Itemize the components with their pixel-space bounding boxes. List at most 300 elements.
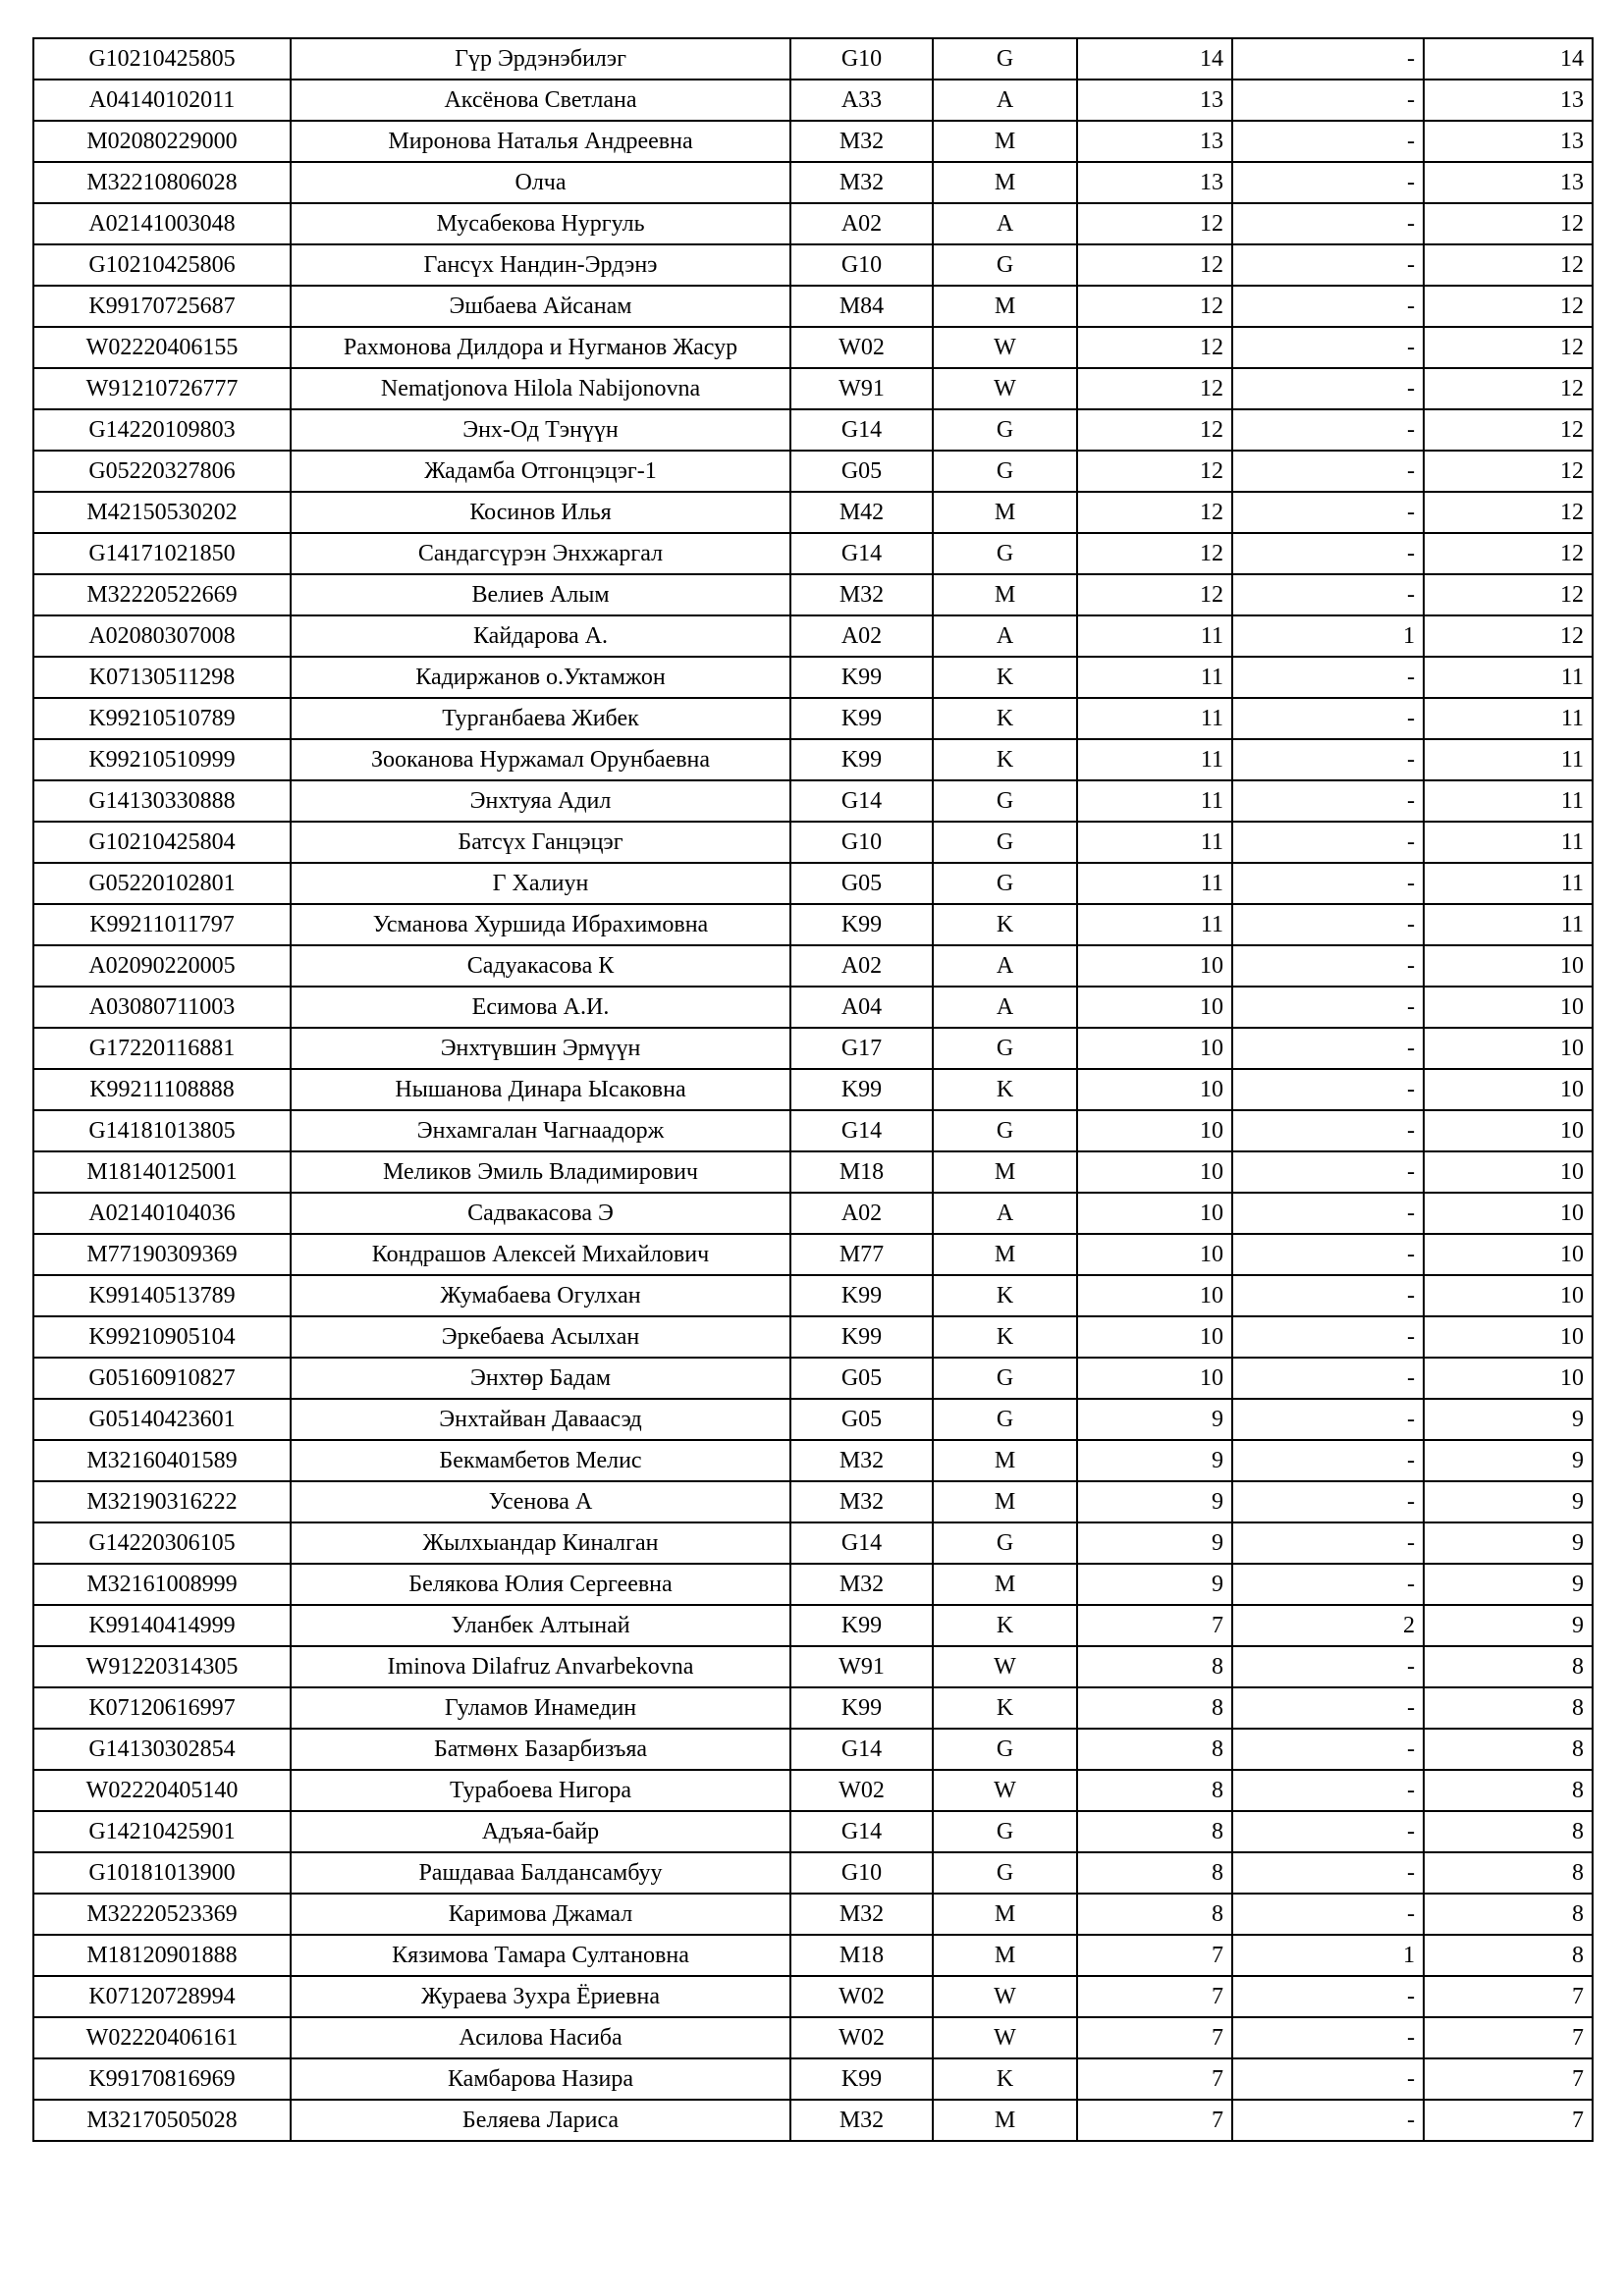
table-row bbox=[33, 657, 1593, 698]
category-letter-cell: A bbox=[933, 203, 1077, 244]
group-code-cell: A04 bbox=[790, 987, 933, 1028]
total-cell: 8 bbox=[1424, 1894, 1593, 1935]
registration-id-cell: W91220314305 bbox=[33, 1646, 291, 1687]
group-code-cell: G05 bbox=[790, 451, 933, 492]
category-letter-cell: G bbox=[933, 533, 1077, 574]
bonus-cell: - bbox=[1232, 1687, 1424, 1729]
score-cell: 8 bbox=[1077, 1646, 1232, 1687]
bonus-cell: - bbox=[1232, 1852, 1424, 1894]
registration-id-cell: G10210425805 bbox=[33, 38, 291, 80]
score-cell: 10 bbox=[1077, 1275, 1232, 1316]
group-code-cell: M32 bbox=[790, 1894, 933, 1935]
score-cell: 12 bbox=[1077, 492, 1232, 533]
group-code-cell: G10 bbox=[790, 1852, 933, 1894]
score-cell: 10 bbox=[1077, 1358, 1232, 1399]
category-letter-cell: G bbox=[933, 1399, 1077, 1440]
group-code-cell: K99 bbox=[790, 657, 933, 698]
category-letter-cell: K bbox=[933, 1605, 1077, 1646]
category-letter-cell: K bbox=[933, 698, 1077, 739]
total-cell: 8 bbox=[1424, 1852, 1593, 1894]
category-letter-cell: M bbox=[933, 1564, 1077, 1605]
registration-id-cell: A02140104036 bbox=[33, 1193, 291, 1234]
table-row bbox=[33, 286, 1593, 327]
score-cell: 12 bbox=[1077, 533, 1232, 574]
total-cell: 8 bbox=[1424, 1687, 1593, 1729]
bonus-cell: - bbox=[1232, 286, 1424, 327]
participant-name-cell: Энхтүвшин Эрмүүн bbox=[291, 1028, 790, 1069]
category-letter-cell: G bbox=[933, 1358, 1077, 1399]
category-letter-cell: A bbox=[933, 615, 1077, 657]
registration-id-cell: A02141003048 bbox=[33, 203, 291, 244]
table-row bbox=[33, 2017, 1593, 2058]
registration-id-cell: G14171021850 bbox=[33, 533, 291, 574]
score-cell: 10 bbox=[1077, 1110, 1232, 1151]
total-cell: 12 bbox=[1424, 327, 1593, 368]
participant-name-cell: Садуакасова К bbox=[291, 945, 790, 987]
participant-name-cell: Г Халиун bbox=[291, 863, 790, 904]
table-row bbox=[33, 574, 1593, 615]
score-cell: 12 bbox=[1077, 244, 1232, 286]
score-cell: 8 bbox=[1077, 1687, 1232, 1729]
participant-name-cell: Каримова Джамал bbox=[291, 1894, 790, 1935]
group-code-cell: A02 bbox=[790, 615, 933, 657]
bonus-cell: - bbox=[1232, 38, 1424, 80]
table-row bbox=[33, 2058, 1593, 2100]
group-code-cell: M42 bbox=[790, 492, 933, 533]
category-letter-cell: W bbox=[933, 2017, 1077, 2058]
score-cell: 9 bbox=[1077, 1440, 1232, 1481]
category-letter-cell: G bbox=[933, 822, 1077, 863]
group-code-cell: M18 bbox=[790, 1151, 933, 1193]
group-code-cell: G14 bbox=[790, 1729, 933, 1770]
score-cell: 7 bbox=[1077, 1935, 1232, 1976]
bonus-cell: 2 bbox=[1232, 1605, 1424, 1646]
category-letter-cell: M bbox=[933, 1234, 1077, 1275]
category-letter-cell: M bbox=[933, 1481, 1077, 1522]
category-letter-cell: G bbox=[933, 1110, 1077, 1151]
bonus-cell: - bbox=[1232, 574, 1424, 615]
table-row bbox=[33, 1316, 1593, 1358]
bonus-cell: - bbox=[1232, 1481, 1424, 1522]
participant-name-cell: Нышанова Динара Ысаковна bbox=[291, 1069, 790, 1110]
score-cell: 11 bbox=[1077, 863, 1232, 904]
table-row bbox=[33, 368, 1593, 409]
participant-name-cell: Турабоева Нигора bbox=[291, 1770, 790, 1811]
category-letter-cell: A bbox=[933, 945, 1077, 987]
score-cell: 9 bbox=[1077, 1399, 1232, 1440]
participant-name-cell: Аксёнова Светлана bbox=[291, 80, 790, 121]
participant-name-cell: Энхтайван Даваасэд bbox=[291, 1399, 790, 1440]
bonus-cell: - bbox=[1232, 327, 1424, 368]
participant-name-cell: Садвакасова Э bbox=[291, 1193, 790, 1234]
score-cell: 11 bbox=[1077, 904, 1232, 945]
score-cell: 10 bbox=[1077, 1234, 1232, 1275]
participant-name-cell: Сандагсүрэн Энхжаргал bbox=[291, 533, 790, 574]
category-letter-cell: G bbox=[933, 244, 1077, 286]
score-cell: 11 bbox=[1077, 780, 1232, 822]
participant-name-cell: Зооканова Нуржамал Орунбаевна bbox=[291, 739, 790, 780]
registration-id-cell: K07130511298 bbox=[33, 657, 291, 698]
total-cell: 10 bbox=[1424, 1110, 1593, 1151]
registration-id-cell: K99170816969 bbox=[33, 2058, 291, 2100]
total-cell: 11 bbox=[1424, 698, 1593, 739]
registration-id-cell: M32190316222 bbox=[33, 1481, 291, 1522]
category-letter-cell: M bbox=[933, 2100, 1077, 2141]
registration-id-cell: A02090220005 bbox=[33, 945, 291, 987]
registration-id-cell: A04140102011 bbox=[33, 80, 291, 121]
bonus-cell: - bbox=[1232, 1399, 1424, 1440]
total-cell: 11 bbox=[1424, 904, 1593, 945]
participant-name-cell: Кязимова Тамара Султановна bbox=[291, 1935, 790, 1976]
total-cell: 10 bbox=[1424, 1069, 1593, 1110]
score-cell: 10 bbox=[1077, 1069, 1232, 1110]
category-letter-cell: K bbox=[933, 1687, 1077, 1729]
total-cell: 8 bbox=[1424, 1770, 1593, 1811]
score-cell: 10 bbox=[1077, 1028, 1232, 1069]
registration-id-cell: M32160401589 bbox=[33, 1440, 291, 1481]
participant-name-cell: Косинов Илья bbox=[291, 492, 790, 533]
group-code-cell: G14 bbox=[790, 1522, 933, 1564]
group-code-cell: M32 bbox=[790, 162, 933, 203]
score-cell: 11 bbox=[1077, 822, 1232, 863]
table-row bbox=[33, 1275, 1593, 1316]
registration-id-cell: K99211011797 bbox=[33, 904, 291, 945]
participant-name-cell: Рахмонова Дилдора и Нугманов Жасур bbox=[291, 327, 790, 368]
participant-name-cell: Адъяа-байр bbox=[291, 1811, 790, 1852]
bonus-cell: - bbox=[1232, 945, 1424, 987]
bonus-cell: - bbox=[1232, 1316, 1424, 1358]
category-letter-cell: W bbox=[933, 368, 1077, 409]
participant-name-cell: Кадиржанов о.Уктамжон bbox=[291, 657, 790, 698]
category-letter-cell: G bbox=[933, 863, 1077, 904]
table-row bbox=[33, 1729, 1593, 1770]
registration-id-cell: K99211108888 bbox=[33, 1069, 291, 1110]
bonus-cell: - bbox=[1232, 121, 1424, 162]
score-cell: 12 bbox=[1077, 451, 1232, 492]
registration-id-cell: M32210806028 bbox=[33, 162, 291, 203]
score-cell: 12 bbox=[1077, 368, 1232, 409]
participant-name-cell: Беляева Лариса bbox=[291, 2100, 790, 2141]
category-letter-cell: K bbox=[933, 1316, 1077, 1358]
category-letter-cell: M bbox=[933, 286, 1077, 327]
participant-name-cell: Мусабекова Нургуль bbox=[291, 203, 790, 244]
table-row bbox=[33, 739, 1593, 780]
category-letter-cell: K bbox=[933, 2058, 1077, 2100]
participant-name-cell: Кайдарова А. bbox=[291, 615, 790, 657]
bonus-cell: - bbox=[1232, 1069, 1424, 1110]
table-row bbox=[33, 1440, 1593, 1481]
category-letter-cell: G bbox=[933, 1028, 1077, 1069]
registration-id-cell: W02220406161 bbox=[33, 2017, 291, 2058]
bonus-cell: - bbox=[1232, 739, 1424, 780]
total-cell: 13 bbox=[1424, 80, 1593, 121]
table-row bbox=[33, 1811, 1593, 1852]
registration-id-cell: K99210510999 bbox=[33, 739, 291, 780]
bonus-cell: - bbox=[1232, 863, 1424, 904]
category-letter-cell: K bbox=[933, 739, 1077, 780]
bonus-cell: - bbox=[1232, 1646, 1424, 1687]
registration-id-cell: K99140414999 bbox=[33, 1605, 291, 1646]
registration-id-cell: G14210425901 bbox=[33, 1811, 291, 1852]
table-row bbox=[33, 1646, 1593, 1687]
table-row bbox=[33, 1399, 1593, 1440]
participant-name-cell: Асилова Насиба bbox=[291, 2017, 790, 2058]
registration-id-cell: M32220523369 bbox=[33, 1894, 291, 1935]
total-cell: 12 bbox=[1424, 368, 1593, 409]
bonus-cell: - bbox=[1232, 244, 1424, 286]
total-cell: 9 bbox=[1424, 1564, 1593, 1605]
bonus-cell: - bbox=[1232, 1811, 1424, 1852]
registration-id-cell: M02080229000 bbox=[33, 121, 291, 162]
table-row bbox=[33, 121, 1593, 162]
participant-name-cell: Уланбек Алтынай bbox=[291, 1605, 790, 1646]
score-cell: 13 bbox=[1077, 162, 1232, 203]
group-code-cell: G14 bbox=[790, 533, 933, 574]
category-letter-cell: K bbox=[933, 657, 1077, 698]
bonus-cell: - bbox=[1232, 451, 1424, 492]
participant-name-cell: Жумабаева Огулхан bbox=[291, 1275, 790, 1316]
bonus-cell: - bbox=[1232, 1275, 1424, 1316]
participant-name-cell: Гуламов Инамедин bbox=[291, 1687, 790, 1729]
registration-id-cell: G14220306105 bbox=[33, 1522, 291, 1564]
participant-name-cell: Жураева Зухра Ёриевна bbox=[291, 1976, 790, 2017]
bonus-cell: - bbox=[1232, 1028, 1424, 1069]
participant-name-cell: Жылхыандар Киналган bbox=[291, 1522, 790, 1564]
registration-id-cell: A02080307008 bbox=[33, 615, 291, 657]
total-cell: 9 bbox=[1424, 1522, 1593, 1564]
table-row bbox=[33, 1564, 1593, 1605]
category-letter-cell: G bbox=[933, 38, 1077, 80]
total-cell: 10 bbox=[1424, 1151, 1593, 1193]
participant-name-cell: Эшбаева Айсанам bbox=[291, 286, 790, 327]
group-code-cell: W02 bbox=[790, 2017, 933, 2058]
participant-name-cell: Энхтуяа Адил bbox=[291, 780, 790, 822]
score-cell: 12 bbox=[1077, 409, 1232, 451]
registration-id-cell: G05160910827 bbox=[33, 1358, 291, 1399]
score-cell: 7 bbox=[1077, 2017, 1232, 2058]
group-code-cell: G14 bbox=[790, 780, 933, 822]
bonus-cell: - bbox=[1232, 2058, 1424, 2100]
group-code-cell: G14 bbox=[790, 1110, 933, 1151]
bonus-cell: - bbox=[1232, 1522, 1424, 1564]
registration-id-cell: K99210510789 bbox=[33, 698, 291, 739]
participant-name-cell: Батсүх Ганцэцэг bbox=[291, 822, 790, 863]
participant-name-cell: Рашдаваа Балдансамбуу bbox=[291, 1852, 790, 1894]
bonus-cell: - bbox=[1232, 822, 1424, 863]
category-letter-cell: G bbox=[933, 1729, 1077, 1770]
total-cell: 10 bbox=[1424, 987, 1593, 1028]
total-cell: 10 bbox=[1424, 1316, 1593, 1358]
group-code-cell: K99 bbox=[790, 904, 933, 945]
registration-id-cell: G10210425806 bbox=[33, 244, 291, 286]
group-code-cell: A02 bbox=[790, 1193, 933, 1234]
score-cell: 8 bbox=[1077, 1811, 1232, 1852]
total-cell: 8 bbox=[1424, 1811, 1593, 1852]
total-cell: 13 bbox=[1424, 162, 1593, 203]
score-cell: 9 bbox=[1077, 1522, 1232, 1564]
table-row bbox=[33, 863, 1593, 904]
table-row bbox=[33, 1234, 1593, 1275]
group-code-cell: G10 bbox=[790, 822, 933, 863]
participant-name-cell: Усманова Хуршида Ибрахимовна bbox=[291, 904, 790, 945]
total-cell: 12 bbox=[1424, 533, 1593, 574]
total-cell: 12 bbox=[1424, 492, 1593, 533]
category-letter-cell: M bbox=[933, 492, 1077, 533]
registration-id-cell: M42150530202 bbox=[33, 492, 291, 533]
score-cell: 8 bbox=[1077, 1770, 1232, 1811]
participant-name-cell: Гүр Эрдэнэбилэг bbox=[291, 38, 790, 80]
total-cell: 12 bbox=[1424, 203, 1593, 244]
participant-name-cell: Кондрашов Алексей Михайлович bbox=[291, 1234, 790, 1275]
results-table bbox=[32, 37, 1594, 2142]
total-cell: 11 bbox=[1424, 822, 1593, 863]
group-code-cell: M32 bbox=[790, 1564, 933, 1605]
bonus-cell: - bbox=[1232, 1193, 1424, 1234]
group-code-cell: K99 bbox=[790, 1605, 933, 1646]
category-letter-cell: K bbox=[933, 1275, 1077, 1316]
total-cell: 10 bbox=[1424, 1193, 1593, 1234]
table-row bbox=[33, 327, 1593, 368]
group-code-cell: K99 bbox=[790, 698, 933, 739]
bonus-cell: - bbox=[1232, 1440, 1424, 1481]
participant-name-cell: Миронова Наталья Андреевна bbox=[291, 121, 790, 162]
group-code-cell: M32 bbox=[790, 2100, 933, 2141]
score-cell: 11 bbox=[1077, 698, 1232, 739]
bonus-cell: - bbox=[1232, 492, 1424, 533]
bonus-cell: - bbox=[1232, 2017, 1424, 2058]
group-code-cell: W91 bbox=[790, 1646, 933, 1687]
bonus-cell: - bbox=[1232, 904, 1424, 945]
total-cell: 10 bbox=[1424, 1275, 1593, 1316]
total-cell: 11 bbox=[1424, 780, 1593, 822]
bonus-cell: - bbox=[1232, 533, 1424, 574]
registration-id-cell: G14220109803 bbox=[33, 409, 291, 451]
table-row bbox=[33, 451, 1593, 492]
total-cell: 7 bbox=[1424, 2017, 1593, 2058]
group-code-cell: K99 bbox=[790, 1275, 933, 1316]
participant-name-cell: Есимова А.И. bbox=[291, 987, 790, 1028]
table-row bbox=[33, 80, 1593, 121]
group-code-cell: G05 bbox=[790, 863, 933, 904]
bonus-cell: - bbox=[1232, 780, 1424, 822]
bonus-cell: - bbox=[1232, 987, 1424, 1028]
participant-name-cell: Камбарова Назира bbox=[291, 2058, 790, 2100]
score-cell: 10 bbox=[1077, 987, 1232, 1028]
bonus-cell: 1 bbox=[1232, 615, 1424, 657]
table-row bbox=[33, 1110, 1593, 1151]
bonus-cell: - bbox=[1232, 1234, 1424, 1275]
total-cell: 10 bbox=[1424, 1358, 1593, 1399]
table-row bbox=[33, 1522, 1593, 1564]
category-letter-cell: M bbox=[933, 1151, 1077, 1193]
score-cell: 7 bbox=[1077, 1976, 1232, 2017]
participant-name-cell: Жадамба Отгонцэцэг-1 bbox=[291, 451, 790, 492]
participant-name-cell: Энхтөр Бадам bbox=[291, 1358, 790, 1399]
category-letter-cell: M bbox=[933, 1440, 1077, 1481]
bonus-cell: - bbox=[1232, 1151, 1424, 1193]
table-row bbox=[33, 945, 1593, 987]
score-cell: 11 bbox=[1077, 657, 1232, 698]
registration-id-cell: W02220406155 bbox=[33, 327, 291, 368]
total-cell: 7 bbox=[1424, 2100, 1593, 2141]
registration-id-cell: K07120616997 bbox=[33, 1687, 291, 1729]
score-cell: 7 bbox=[1077, 1605, 1232, 1646]
bonus-cell: - bbox=[1232, 2100, 1424, 2141]
registration-id-cell: K99140513789 bbox=[33, 1275, 291, 1316]
participant-name-cell: Энх-Од Тэнүүн bbox=[291, 409, 790, 451]
category-letter-cell: M bbox=[933, 121, 1077, 162]
table-row bbox=[33, 533, 1593, 574]
score-cell: 9 bbox=[1077, 1564, 1232, 1605]
registration-id-cell: G14130302854 bbox=[33, 1729, 291, 1770]
group-code-cell: G14 bbox=[790, 409, 933, 451]
table-row bbox=[33, 1193, 1593, 1234]
bonus-cell: 1 bbox=[1232, 1935, 1424, 1976]
participant-name-cell: Nematjonova Hilola Nabijonovna bbox=[291, 368, 790, 409]
total-cell: 9 bbox=[1424, 1440, 1593, 1481]
table-row bbox=[33, 1028, 1593, 1069]
score-cell: 13 bbox=[1077, 121, 1232, 162]
table-row bbox=[33, 904, 1593, 945]
table-row bbox=[33, 1151, 1593, 1193]
bonus-cell: - bbox=[1232, 1976, 1424, 2017]
score-cell: 12 bbox=[1077, 203, 1232, 244]
table-row bbox=[33, 698, 1593, 739]
group-code-cell: G05 bbox=[790, 1399, 933, 1440]
category-letter-cell: M bbox=[933, 162, 1077, 203]
category-letter-cell: G bbox=[933, 1811, 1077, 1852]
group-code-cell: W02 bbox=[790, 1770, 933, 1811]
registration-id-cell: G10181013900 bbox=[33, 1852, 291, 1894]
participant-name-cell: Энхамгалан Чагнаадорж bbox=[291, 1110, 790, 1151]
group-code-cell: M18 bbox=[790, 1935, 933, 1976]
group-code-cell: W02 bbox=[790, 1976, 933, 2017]
score-cell: 11 bbox=[1077, 739, 1232, 780]
table-row bbox=[33, 1687, 1593, 1729]
group-code-cell: M32 bbox=[790, 1481, 933, 1522]
group-code-cell: A02 bbox=[790, 945, 933, 987]
registration-id-cell: G05140423601 bbox=[33, 1399, 291, 1440]
total-cell: 12 bbox=[1424, 244, 1593, 286]
table-row bbox=[33, 1481, 1593, 1522]
score-cell: 7 bbox=[1077, 2058, 1232, 2100]
participant-name-cell: Белякова Юлия Сергеевна bbox=[291, 1564, 790, 1605]
group-code-cell: K99 bbox=[790, 739, 933, 780]
category-letter-cell: A bbox=[933, 987, 1077, 1028]
registration-id-cell: G10210425804 bbox=[33, 822, 291, 863]
category-letter-cell: A bbox=[933, 80, 1077, 121]
registration-id-cell: M32170505028 bbox=[33, 2100, 291, 2141]
table-row bbox=[33, 492, 1593, 533]
total-cell: 13 bbox=[1424, 121, 1593, 162]
group-code-cell: M32 bbox=[790, 121, 933, 162]
score-cell: 12 bbox=[1077, 327, 1232, 368]
bonus-cell: - bbox=[1232, 162, 1424, 203]
bonus-cell: - bbox=[1232, 203, 1424, 244]
total-cell: 12 bbox=[1424, 286, 1593, 327]
group-code-cell: A02 bbox=[790, 203, 933, 244]
total-cell: 9 bbox=[1424, 1481, 1593, 1522]
total-cell: 14 bbox=[1424, 38, 1593, 80]
total-cell: 8 bbox=[1424, 1646, 1593, 1687]
category-letter-cell: M bbox=[933, 574, 1077, 615]
table-row bbox=[33, 615, 1593, 657]
group-code-cell: G14 bbox=[790, 1811, 933, 1852]
registration-id-cell: M32220522669 bbox=[33, 574, 291, 615]
participant-name-cell: Велиев Алым bbox=[291, 574, 790, 615]
group-code-cell: K99 bbox=[790, 1687, 933, 1729]
group-code-cell: M32 bbox=[790, 574, 933, 615]
